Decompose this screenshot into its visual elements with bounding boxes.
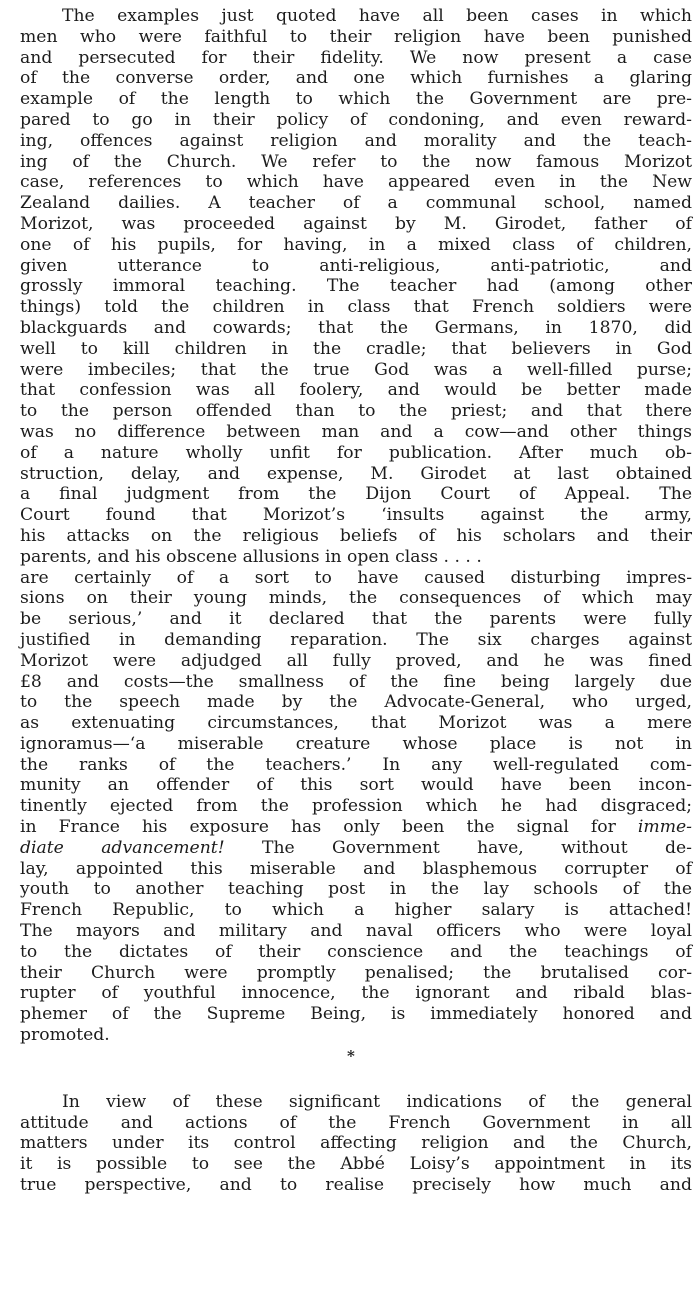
text-line: to the person offended than to the priest; and that there [20, 401, 692, 422]
paragraph-2 [20, 1092, 692, 1196]
text-line: as extenuating circumstances, that Morizot was a mere [20, 713, 692, 734]
text-line: the ranks of the teachers.’ In any well-regulated com- [20, 754, 692, 775]
text-line: phemer of the Supreme Being, is immediately honored and [20, 1004, 692, 1025]
text-line: and persecuted for their fidelity. We now present a case [20, 47, 692, 68]
text-line: was no difference between man and a cow—and other things [20, 421, 692, 442]
text-line: well to kill children in the cradle; that believers in God [20, 338, 692, 359]
asterisk-divider: * [347, 1046, 355, 1065]
text-line: ing of the Church. We refer to the now famous Morizot [20, 151, 692, 172]
text-line: Court found that Morizot’s ‘insults against the army, [20, 505, 692, 526]
text-line: promoted. [20, 1025, 110, 1046]
text-line: Morizot, was proceeded against by M. Girodet, father of [20, 213, 692, 234]
text-line: munity an offender of this sort would have been incon- [20, 775, 692, 796]
text-line: of a nature wholly unfit for publication. After much ob- [20, 442, 692, 463]
text-line: youth to another teaching post in the lay schools of the [20, 879, 692, 900]
text-line: to the speech made by the Advocate-General, who urged, [20, 692, 692, 713]
text-line: grossly immoral teaching. The teacher had (among other [20, 276, 692, 297]
text-line-with-italic [20, 817, 692, 838]
text-line: it is possible to see the Abbé Loisy’s appointment in its [20, 1154, 692, 1175]
text-line: men who were faithful to their religion have been punished [20, 26, 692, 47]
text-line: justified in demanding reparation. The six charges against [20, 629, 692, 650]
text-line: matters under its control affecting religion and the Church, [20, 1133, 692, 1154]
text-line: rupter of youthful innocence, the ignorant and ribald blas- [20, 983, 692, 1004]
text-line: attitude and actions of the French Government in all [20, 1112, 692, 1133]
italic-segment: diate advancement! [20, 837, 225, 858]
text-line: a final judgment from the Dijon Court of Appeal. The [20, 484, 692, 505]
italic-segment: imme- [637, 817, 692, 838]
text-line: that confession was all foolery, and would be better made [20, 380, 692, 401]
text-line: Morizot were adjudged all fully proved, and he was fined [20, 650, 692, 671]
text-line: given utterance to anti-religious, anti-patriotic, and [20, 255, 692, 276]
text-line: French Republic, to which a higher salary is attached! [20, 900, 692, 921]
text-line: pared to go in their policy of condoning, and even reward- [20, 109, 692, 130]
text-line: lay, appointed this miserable and blasphemous corrupter of [20, 858, 692, 879]
text-line: In view of these significant indications of the general [62, 1091, 692, 1112]
text-line: be serious,’ and it declared that the parents were fully [20, 609, 692, 630]
text-line: were imbeciles; that the true God was a well-filled purse; [20, 359, 692, 380]
article-column [20, 6, 692, 1196]
text-line: £8 and costs—the smallness of the fine being largely due [20, 671, 692, 692]
text-line: sions on their young minds, the consequences of which may [20, 588, 692, 609]
text-line: to the dictates of their conscience and the teachings of [20, 941, 692, 962]
text-line: his attacks on the religious beliefs of his scholars and their [20, 525, 692, 546]
section-separator [20, 1046, 692, 1092]
text-line: parents, and his obscene allusions in open class . . . . [20, 546, 482, 567]
text-line: case, references to which have appeared even in the New [20, 172, 692, 193]
text-line: of the converse order, and one which furnishes a glaring [20, 68, 692, 89]
text-line: ignoramus—‘a miserable creature whose place is not in [20, 733, 692, 754]
text-line: their Church were promptly penalised; the brutalised cor- [20, 962, 692, 983]
text-line: The examples just quoted have all been cases in which [62, 6, 692, 26]
text-line: one of his pupils, for having, in a mixed class of children, [20, 234, 692, 255]
text-line: struction, delay, and expense, M. Girodet at last obtained [20, 463, 692, 484]
text-line: The mayors and military and naval officers who were loyal [20, 921, 692, 942]
text-line: things) told the children in class that French soldiers were [20, 297, 692, 318]
text-line: true perspective, and to realise precisely how much and [20, 1175, 692, 1196]
text-line: example of the length to which the Government are pre- [20, 89, 692, 110]
text-line: are certainly of a sort to have caused disturbing impres- [20, 567, 692, 588]
text-line: tinently ejected from the profession which he had disgraced; [20, 796, 692, 817]
text-line: Zealand dailies. A teacher of a communal school, named [20, 193, 692, 214]
text-line: ing, offences against religion and morality and the teach- [20, 130, 692, 151]
text-segment: in France his exposure has only been the signal for [20, 817, 616, 838]
text-line-with-italic [20, 838, 692, 859]
text-line: blackguards and cowards; that the Germans, in 1870, did [20, 317, 692, 338]
text-segment: The Government have, without de- [224, 837, 692, 858]
paragraph-1 [20, 6, 692, 1046]
